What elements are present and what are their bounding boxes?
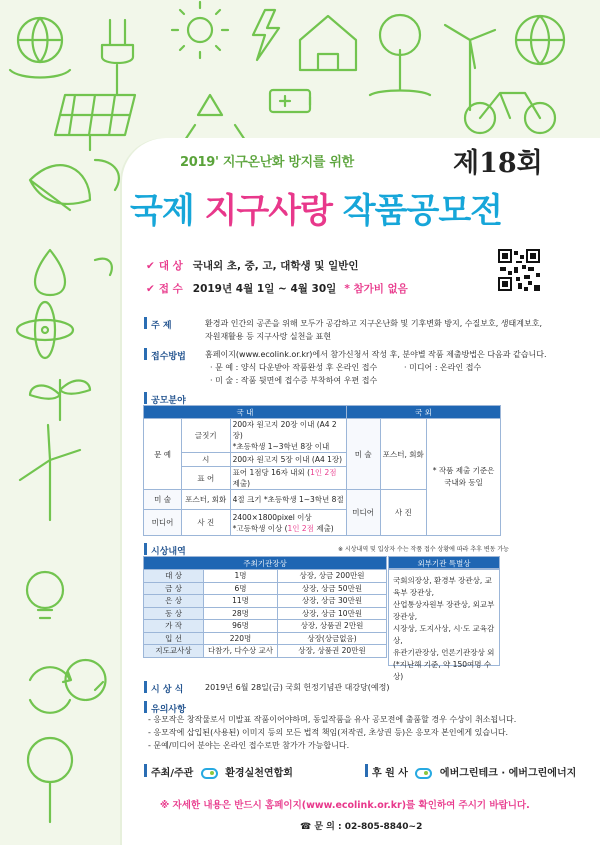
prize-name: 입 선 — [144, 632, 204, 645]
globe-icon — [516, 16, 564, 64]
qr-code-icon[interactable] — [498, 249, 540, 291]
house-icon — [300, 16, 356, 70]
contact-info: ☎ 문 의 : 02-805-8840~2 — [300, 822, 423, 832]
prize-reward: 상장, 상품권 2만원 — [278, 620, 387, 633]
plant-icon — [30, 380, 90, 420]
tree-hand-icon — [370, 15, 430, 95]
solar-panel-icon — [55, 95, 135, 150]
sponsor-label: 후 원 사 — [372, 768, 408, 779]
detail-cell — [230, 419, 346, 453]
foreign-header: 국 외 — [346, 406, 500, 419]
detail-cell — [230, 467, 346, 490]
prize-name: 은 상 — [144, 595, 204, 608]
theme-label: 주 제 — [151, 321, 172, 331]
section-marker — [144, 681, 147, 693]
categories-table — [143, 405, 501, 536]
prize-count: 28명 — [204, 607, 278, 620]
prize-reward: 상장(상금없음) — [278, 632, 387, 645]
notice-label: 유의사항 — [151, 705, 186, 715]
detail-line: *초등학생 1~3학년 8장 이내 — [232, 442, 330, 451]
period-value: 2019년 4월 1일 ~ 4월 30일 — [192, 283, 337, 295]
detail-highlight: 1인 2점 — [287, 523, 314, 533]
title-part-2: 지구사랑 — [204, 191, 332, 231]
detail-text: *고등학생 이상 ( — [232, 523, 288, 533]
prize-reward: 상장, 상금 50만원 — [278, 582, 387, 595]
fee-note: * 참가비 없음 — [344, 283, 408, 295]
section-marker — [144, 348, 147, 360]
foreign-art-label: 미 술 — [346, 419, 380, 490]
check-icon: ✔ — [146, 260, 155, 272]
field-cell: 문 예 — [144, 419, 182, 490]
method-line-2: · 문 예 : 양식 다운받아 작품완성 후 온라인 접수 — [210, 363, 378, 372]
method-line-2b: · 미디어 : 온라인 접수 — [404, 363, 482, 372]
method-line-3: · 미 술 : 작품 뒷면에 접수증 부착하여 우편 접수 — [210, 376, 378, 385]
target-label: 대 상 — [158, 260, 183, 272]
domestic-header: 국 내 — [144, 406, 347, 419]
field-cell: 미디어 — [144, 510, 182, 536]
categories-label: 공모분야 — [151, 396, 186, 406]
method-line-1: 홈페이지(www.ecolink.or.kr)에서 참가신청서 작성 후, 분야별 작품 제출방법은 다음과 같습니다. — [205, 350, 547, 359]
detail-highlight: 1인 2점 — [310, 468, 337, 477]
ceremony-value: 2019년 6월 28일(금) 국회 헌정기념관 대강당(예정) — [205, 683, 390, 692]
prize-name: 가 작 — [144, 620, 204, 633]
sponsor-name: 에버그린테크 · 에버그린에너지 — [439, 768, 577, 779]
period-line — [146, 281, 408, 296]
prize-count: 220명 — [204, 632, 278, 645]
notice-line-1: - 응모작은 창작물로서 미발표 작품이어야하며, 동일작품을 유사 공모전에 출품할 경우 수상이 취소됩니다. — [148, 715, 517, 724]
detail-cell: 4절 크기 *초등학생 1~3학년 8절 — [230, 490, 346, 510]
detail-line — [233, 523, 344, 534]
sub-cell: 포스터, 회화 — [182, 490, 231, 510]
tree-icon — [28, 738, 72, 822]
target-value: 국내외 초, 중, 고, 대학생 및 일반인 — [192, 260, 359, 272]
detail-tail: 제출) — [232, 479, 251, 488]
prize-count: 96명 — [204, 620, 278, 633]
lightning-icon — [253, 10, 279, 60]
prize-name: 지도교사상 — [144, 645, 204, 658]
globe-hands-icon — [10, 18, 70, 78]
foreign-media-value: 사 진 — [380, 490, 426, 536]
sub-cell: 표 어 — [182, 467, 231, 490]
prize-reward: 상장, 상금 10만원 — [278, 607, 387, 620]
event-subtitle: 2019' 지구온난화 방지를 위한 — [180, 155, 354, 170]
prize-reward: 상장, 상금 200만원 — [278, 570, 387, 583]
prize-reward: 상장, 상품권 20만원 — [278, 645, 387, 658]
edition-number: 제18회 — [453, 148, 543, 179]
hand-leaf-icon — [95, 160, 119, 275]
leaf-icon — [30, 165, 90, 210]
sub-cell: 사 진 — [182, 510, 231, 536]
prize-count: 다참가, 다수상 교사 — [204, 645, 278, 658]
prize-count: 11명 — [204, 595, 278, 608]
host-row — [151, 764, 293, 779]
outside-awards-list: 국회의장상, 환경부 장관상, 교육부 장관상, 산업통상자원부 장관상, 외교부 장관상, 시장상, 도지사상, 시·도 교육감상, 유관기관장상, 언론기관장상 외 (*지난해 기준, 약 150여명 수상) — [388, 568, 500, 666]
field-cell: 미 술 — [144, 490, 182, 510]
atom-icon — [17, 302, 73, 358]
prize-count: 6명 — [204, 582, 278, 595]
detail-line: 2400×1800pixel 이상 — [232, 512, 312, 522]
detail-text: 표어 1점당 16자 내외 ( — [232, 468, 311, 477]
prizes-table — [143, 556, 387, 658]
org-logo-icon — [201, 768, 218, 779]
prize-name: 동 상 — [144, 607, 204, 620]
foreign-note: * 작품 제출 기준은 국내와 동일 — [427, 419, 501, 536]
detail-cell — [230, 510, 346, 536]
theme-line-2: 자원재활용 등 지구사랑 실천을 표현 — [205, 332, 332, 341]
notice-line-3: - 문예/미디어 분야는 온라인 접수로만 참가가 가능합니다. — [148, 741, 350, 750]
prize-name: 대 상 — [144, 570, 204, 583]
section-marker — [144, 317, 147, 329]
prize-name: 금 상 — [144, 582, 204, 595]
method-label: 접수방법 — [151, 352, 186, 362]
host-name: 환경실천연합회 — [225, 768, 293, 779]
theme-line-1: 환경과 인간의 공존을 위해 모두가 공감하고 지구온난화 및 기후변화 방지, 수질보호, 생태계보호, — [205, 319, 542, 328]
sub-cell: 시 — [182, 453, 231, 467]
drop-icon — [35, 250, 65, 295]
recycle-icon — [183, 95, 247, 143]
wind-turbine-icon-2 — [20, 425, 80, 520]
sponsor-row — [372, 764, 576, 779]
homepage-note: ※ 자세한 내용은 반드시 홈페이지(www.ecolink.or.kr)를 확인하여 주시기 바랍니다. — [160, 800, 530, 811]
host-label: 주최/주관 — [151, 768, 194, 779]
prize-count: 1명 — [204, 570, 278, 583]
foreign-art-value: 포스터, 회화 — [380, 419, 426, 490]
bulb-icon — [27, 572, 63, 618]
battery-icon — [270, 90, 310, 112]
event-title — [130, 183, 502, 232]
bicycle-icon — [465, 93, 555, 133]
host-header: 주최기관장상 — [144, 557, 387, 570]
sponsor-logo-icon — [415, 768, 432, 779]
recycle-arrows-icon — [30, 667, 71, 713]
section-marker — [144, 543, 147, 555]
section-marker — [144, 392, 147, 404]
notice-line-2: - 응모작에 삽입된(사용된) 이미지 등의 모든 법적 책임(저작권, 초상권 등)은 응모자 본인에게 있습니다. — [148, 728, 509, 737]
foreign-media-label: 미디어 — [346, 490, 380, 536]
prizes-note: ※ 시상내역 및 입상자 수는 작품 접수 상황에 따라 추후 변동 가능 — [338, 546, 509, 553]
section-marker — [144, 764, 147, 777]
detail-tail: 제출) — [313, 523, 334, 533]
ceremony-label: 시 상 식 — [151, 685, 184, 695]
sun-icon — [172, 2, 228, 58]
prizes-label: 시상내역 — [151, 547, 186, 557]
plug-icon — [102, 20, 133, 95]
section-marker — [144, 701, 147, 713]
prize-reward: 상장, 상금 30만원 — [278, 595, 387, 608]
title-part-1: 국제 — [130, 191, 194, 231]
detail-cell: 200자 원고지 5장 이내 (A4 1장) — [230, 453, 346, 467]
wind-turbine-icon — [445, 25, 495, 110]
detail-line: 200자 원고지 20장 이내 (A4 2장) — [232, 420, 337, 440]
target-line — [146, 258, 359, 273]
section-marker — [365, 764, 368, 777]
check-icon: ✔ — [146, 283, 155, 295]
outside-header: 외부기관 특별상 — [389, 557, 500, 570]
period-label: 접 수 — [158, 283, 183, 295]
sub-cell: 글짓기 — [182, 419, 231, 453]
title-part-3: 작품공모전 — [342, 191, 503, 231]
